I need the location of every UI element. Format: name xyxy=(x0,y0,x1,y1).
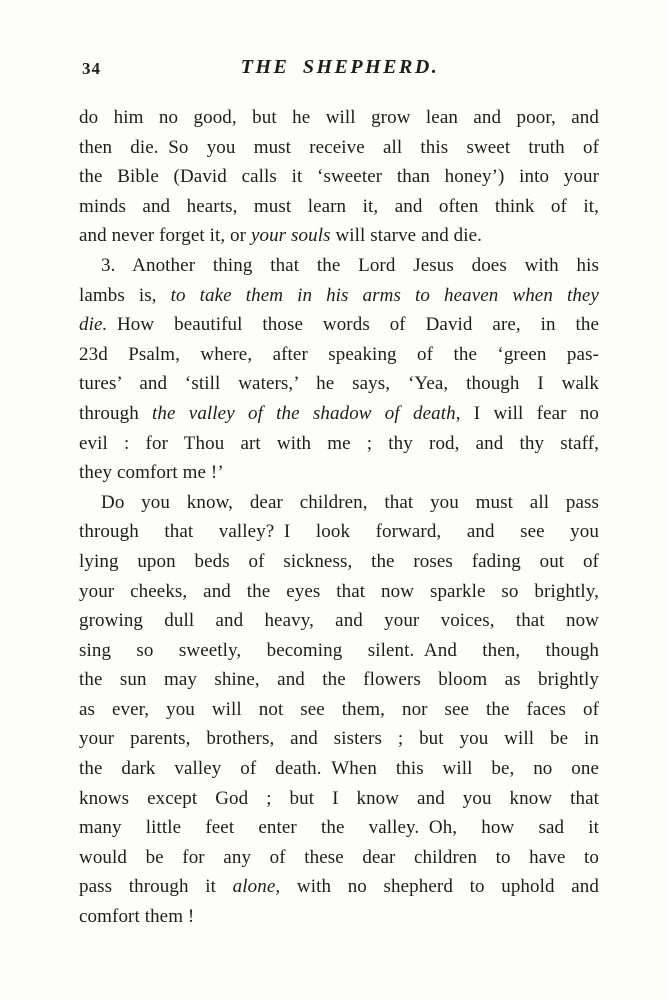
text-segment: do him no good, but he will grow lean and poor, and xyxy=(79,107,599,128)
text-segment: many little feet enter the valley. Oh, how sad it xyxy=(79,817,599,839)
text-line xyxy=(79,369,599,399)
text-line xyxy=(79,724,599,754)
text-segment: the dark valley of death. When this will be, no one xyxy=(79,758,599,780)
text-segment: How beautiful those words of David are, in the xyxy=(107,314,599,336)
text-line xyxy=(79,577,599,607)
text-segment: comfort them ! xyxy=(79,906,195,928)
text-segment: growing dull and heavy, and your voices, that now xyxy=(79,610,599,632)
running-title: THE SHEPHERD. xyxy=(240,56,440,78)
text-line xyxy=(79,813,599,843)
text-line xyxy=(79,458,599,488)
text-line xyxy=(79,192,599,222)
italic-text-segment: your souls xyxy=(250,225,331,247)
page-body xyxy=(79,103,599,932)
text-line xyxy=(79,399,599,429)
text-segment: 23d Psalm, where, after speaking of the ‘green pas- xyxy=(79,343,599,365)
text-segment: the sun may shine, and the flowers bloom as brightly xyxy=(79,669,599,691)
text-segment: the Bible (David calls it ‘sweeter than honey’) into your xyxy=(79,166,599,188)
text-line xyxy=(79,133,599,163)
text-line xyxy=(79,902,599,932)
text-segment: knows except God ; but I know and you know that xyxy=(79,787,599,809)
text-line xyxy=(79,340,599,370)
text-segment: would be for any of these dear children to have to xyxy=(79,846,599,868)
text-segment: with no shepherd to uphold and xyxy=(280,876,599,898)
text-segment: tures’ and ‘still waters,’ he says, ‘Yea, though I walk xyxy=(79,373,599,395)
text-line xyxy=(79,103,599,133)
text-line xyxy=(79,784,599,814)
text-segment: lambs is, xyxy=(79,284,171,306)
text-line xyxy=(79,754,599,784)
text-line xyxy=(79,636,599,666)
text-line xyxy=(79,281,599,311)
paragraph xyxy=(79,488,599,932)
text-segment: lying upon beds of sickness, the roses fading out of xyxy=(79,550,599,572)
text-segment: Do you know, dear children, that you must all pass xyxy=(101,491,599,513)
text-line xyxy=(79,310,599,340)
text-segment: pass through it xyxy=(79,876,233,898)
text-line xyxy=(79,251,599,281)
text-segment: evil : for Thou art with me ; thy rod, and thy staff, xyxy=(79,432,599,454)
paragraph xyxy=(79,103,599,251)
text-segment: through that valley? I look forward, and see you xyxy=(79,521,599,543)
text-segment: , I will fear no xyxy=(455,402,600,424)
text-segment: then die. So you must receive all this sweet truth of xyxy=(79,136,599,158)
text-line xyxy=(79,221,599,251)
text-segment: sing so sweetly, becoming silent. And then, though xyxy=(79,639,599,661)
text-line xyxy=(79,162,599,192)
text-segment: they comfort me !’ xyxy=(79,462,224,484)
italic-text-segment: to take them in his arms to heaven when they xyxy=(170,284,599,306)
page-number: 34 xyxy=(82,59,101,78)
text-segment: your parents, brothers, and sisters ; but you will be in xyxy=(79,728,599,750)
text-line xyxy=(79,606,599,636)
text-segment: your cheeks, and the eyes that now sparkle so brightly, xyxy=(79,580,599,602)
text-line xyxy=(79,488,599,518)
italic-text-segment: the valley of the shadow of death xyxy=(152,402,456,424)
text-segment: as ever, you will not see them, nor see the faces of xyxy=(79,698,599,720)
text-line xyxy=(79,429,599,459)
text-line xyxy=(79,872,599,902)
text-segment: minds and hearts, must learn it, and often think of it, xyxy=(79,195,599,217)
italic-text-segment: die. xyxy=(79,314,108,336)
text-line xyxy=(79,547,599,577)
paragraph xyxy=(79,251,599,488)
text-line xyxy=(79,695,599,725)
text-segment: and never forget it, or xyxy=(79,225,251,247)
text-segment: through xyxy=(79,402,153,424)
italic-text-segment: alone, xyxy=(232,876,281,898)
text-segment: 3. Another thing that the Lord Jesus does with his xyxy=(101,254,599,276)
text-line xyxy=(79,665,599,695)
text-segment: will starve and die. xyxy=(330,225,483,247)
page-header xyxy=(80,56,600,84)
text-line xyxy=(79,843,599,873)
text-line xyxy=(79,517,599,547)
